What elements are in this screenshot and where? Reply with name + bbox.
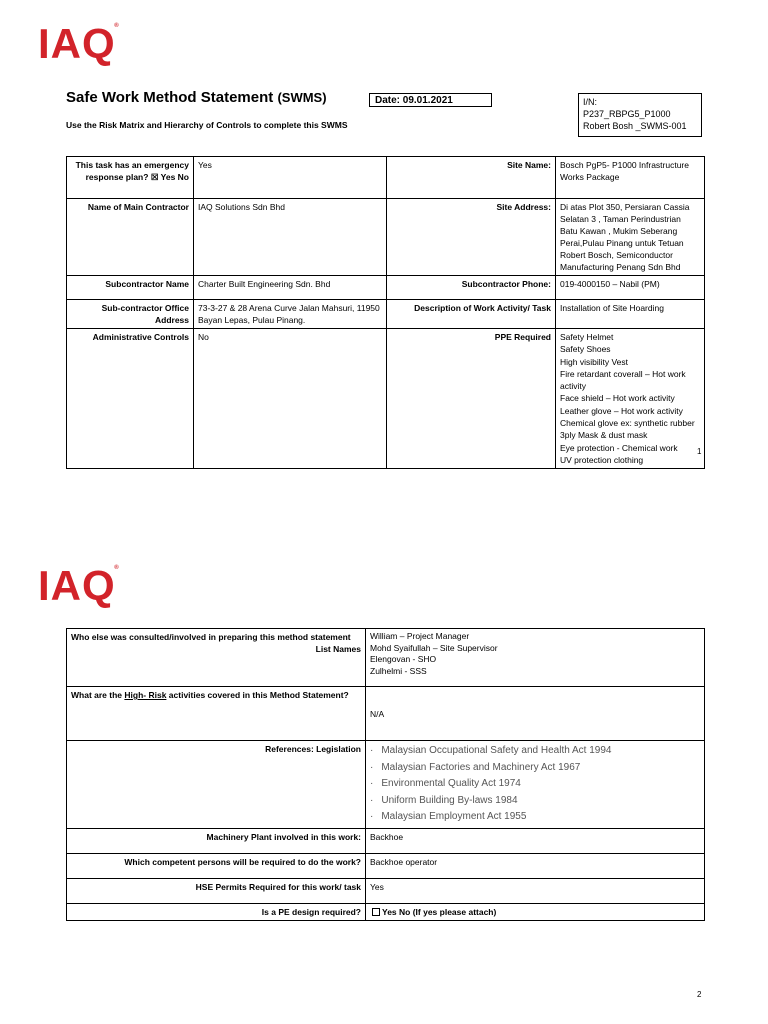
ppe-item: Face shield – Hot work activity bbox=[560, 393, 675, 404]
ppe-item: Leather glove – Hot work activity bbox=[560, 405, 683, 416]
legislation-list bbox=[370, 743, 700, 826]
name-item: Elengovan - SHO bbox=[370, 654, 437, 664]
ppe-label: PPE Required bbox=[387, 329, 556, 469]
date-box: Date: 09.01.2021 bbox=[369, 93, 492, 107]
page-number: 2 bbox=[697, 990, 702, 999]
site-address-value: Di atas Plot 350, Persiaran Cassia Selatan 3 , Taman Perindustrian Batu Kawan , Mukim Seberang Perai,Pulau Pinang untuk Tetuan Robert Bosch, Semiconductor Manufacturing Penang Sdn Bhd bbox=[556, 199, 705, 276]
site-name-label: Site Name: bbox=[387, 157, 556, 199]
iaq-logo: IAQ ® bbox=[38, 20, 120, 67]
emergency-value: Yes bbox=[194, 157, 387, 199]
sub-phone-label: Subcontractor Phone: bbox=[387, 276, 556, 300]
desc-value: Installation of Site Hoarding bbox=[556, 300, 705, 329]
swms-consultation-table bbox=[66, 628, 705, 921]
logo-text: IAQ bbox=[38, 562, 116, 609]
hse-label: HSE Permits Required for this work/ task bbox=[67, 878, 366, 903]
references-label: References: Legislation bbox=[67, 741, 366, 829]
ppe-item: UV protection clothing bbox=[560, 454, 644, 465]
machinery-value: Backhoe bbox=[366, 828, 705, 853]
ppe-item: Eye protection - Chemical work bbox=[560, 442, 678, 453]
competent-label: Which competent persons will be required to do the work? bbox=[67, 853, 366, 878]
sub-phone-value: 019-4000150 – Nabil (PM) bbox=[556, 276, 705, 300]
iaq-logo: IAQ ® bbox=[38, 562, 120, 609]
list-names-label: List Names bbox=[315, 644, 361, 654]
ppe-item: Safety Shoes bbox=[560, 344, 611, 355]
name-item: William – Project Manager bbox=[370, 631, 470, 641]
high-risk-label: What are the High- Risk activities covered in this Method Statement? bbox=[67, 687, 366, 741]
pe-label: Is a PE design required? bbox=[67, 903, 366, 920]
sub-office-label: Sub-contractor Office Address bbox=[67, 300, 194, 329]
in-box bbox=[578, 93, 702, 137]
contractor-value: IAQ Solutions Sdn Bhd bbox=[194, 199, 387, 276]
legislation-item: · Malaysian Employment Act 1955 bbox=[384, 809, 700, 826]
name-item: Zulhelmi - SSS bbox=[370, 665, 427, 676]
sub-name-label: Subcontractor Name bbox=[67, 276, 194, 300]
competent-value: Backhoe operator bbox=[366, 853, 705, 878]
legislation-item: · Environmental Quality Act 1974 bbox=[384, 776, 700, 793]
logo-text: IAQ bbox=[38, 20, 116, 67]
emergency-options: ☒ Yes No bbox=[150, 172, 189, 182]
ppe-item: 3ply Mask & dust mask bbox=[560, 430, 648, 441]
in-line: I/N: bbox=[583, 97, 598, 107]
sub-office-value: 73-3-27 & 28 Arena Curve Jalan Mahsuri, 11950 Bayan Lepas, Pulau Pinang. bbox=[194, 300, 387, 329]
in-line: P237_RBPG5_P1000 bbox=[583, 109, 671, 119]
name-item: Mohd Syaifullah – Site Supervisor bbox=[370, 642, 498, 653]
page-title: Safe Work Method Statement (SWMS) bbox=[66, 89, 327, 106]
pe-value: Yes No (If yes please attach) bbox=[366, 903, 705, 920]
site-address-label: Site Address: bbox=[387, 199, 556, 276]
in-line: Robert Bosh _SWMS-001 bbox=[583, 121, 687, 131]
contractor-label: Name of Main Contractor bbox=[67, 199, 194, 276]
ppe-item: Chemical glove ex: synthetic rubber bbox=[560, 418, 695, 429]
high-risk-value: N/A bbox=[366, 687, 705, 741]
sub-name-value: Charter Built Engineering Sdn. Bhd bbox=[194, 276, 387, 300]
names-list bbox=[366, 629, 705, 687]
desc-label: Description of Work Activity/ Task bbox=[387, 300, 556, 329]
machinery-label: Machinery Plant involved in this work: bbox=[67, 828, 366, 853]
site-name-value: Bosch PgP5- P1000 Infrastructure Works Package bbox=[556, 157, 705, 199]
admin-label: Administrative Controls bbox=[67, 329, 194, 469]
consulted-cell bbox=[67, 629, 366, 687]
ppe-list bbox=[556, 329, 705, 469]
legislation-item: · Malaysian Occupational Safety and Health Act 1994 bbox=[384, 743, 700, 760]
consulted-label: Who else was consulted/involved in preparing this method statement bbox=[71, 632, 351, 642]
checkbox-icon bbox=[372, 908, 380, 916]
legislation-item: · Uniform Building By-laws 1984 bbox=[384, 793, 700, 810]
ppe-item: Safety Helmet bbox=[560, 332, 614, 342]
legislation-cell bbox=[366, 741, 705, 829]
subtitle: Use the Risk Matrix and Hierarchy of Controls to complete this SWMS bbox=[66, 120, 348, 130]
hse-value: Yes bbox=[366, 878, 705, 903]
ppe-item: High visibility Vest bbox=[560, 356, 629, 367]
admin-value: No bbox=[194, 329, 387, 469]
page-number: 1 bbox=[697, 447, 702, 456]
ppe-item: Fire retardant coverall – Hot work activity bbox=[560, 368, 686, 392]
legislation-item: · Malaysian Factories and Machinery Act 1967 bbox=[384, 760, 700, 777]
swms-details-table bbox=[66, 156, 705, 469]
emergency-label: This task has an emergency response plan? ☒ Yes No bbox=[67, 157, 194, 199]
